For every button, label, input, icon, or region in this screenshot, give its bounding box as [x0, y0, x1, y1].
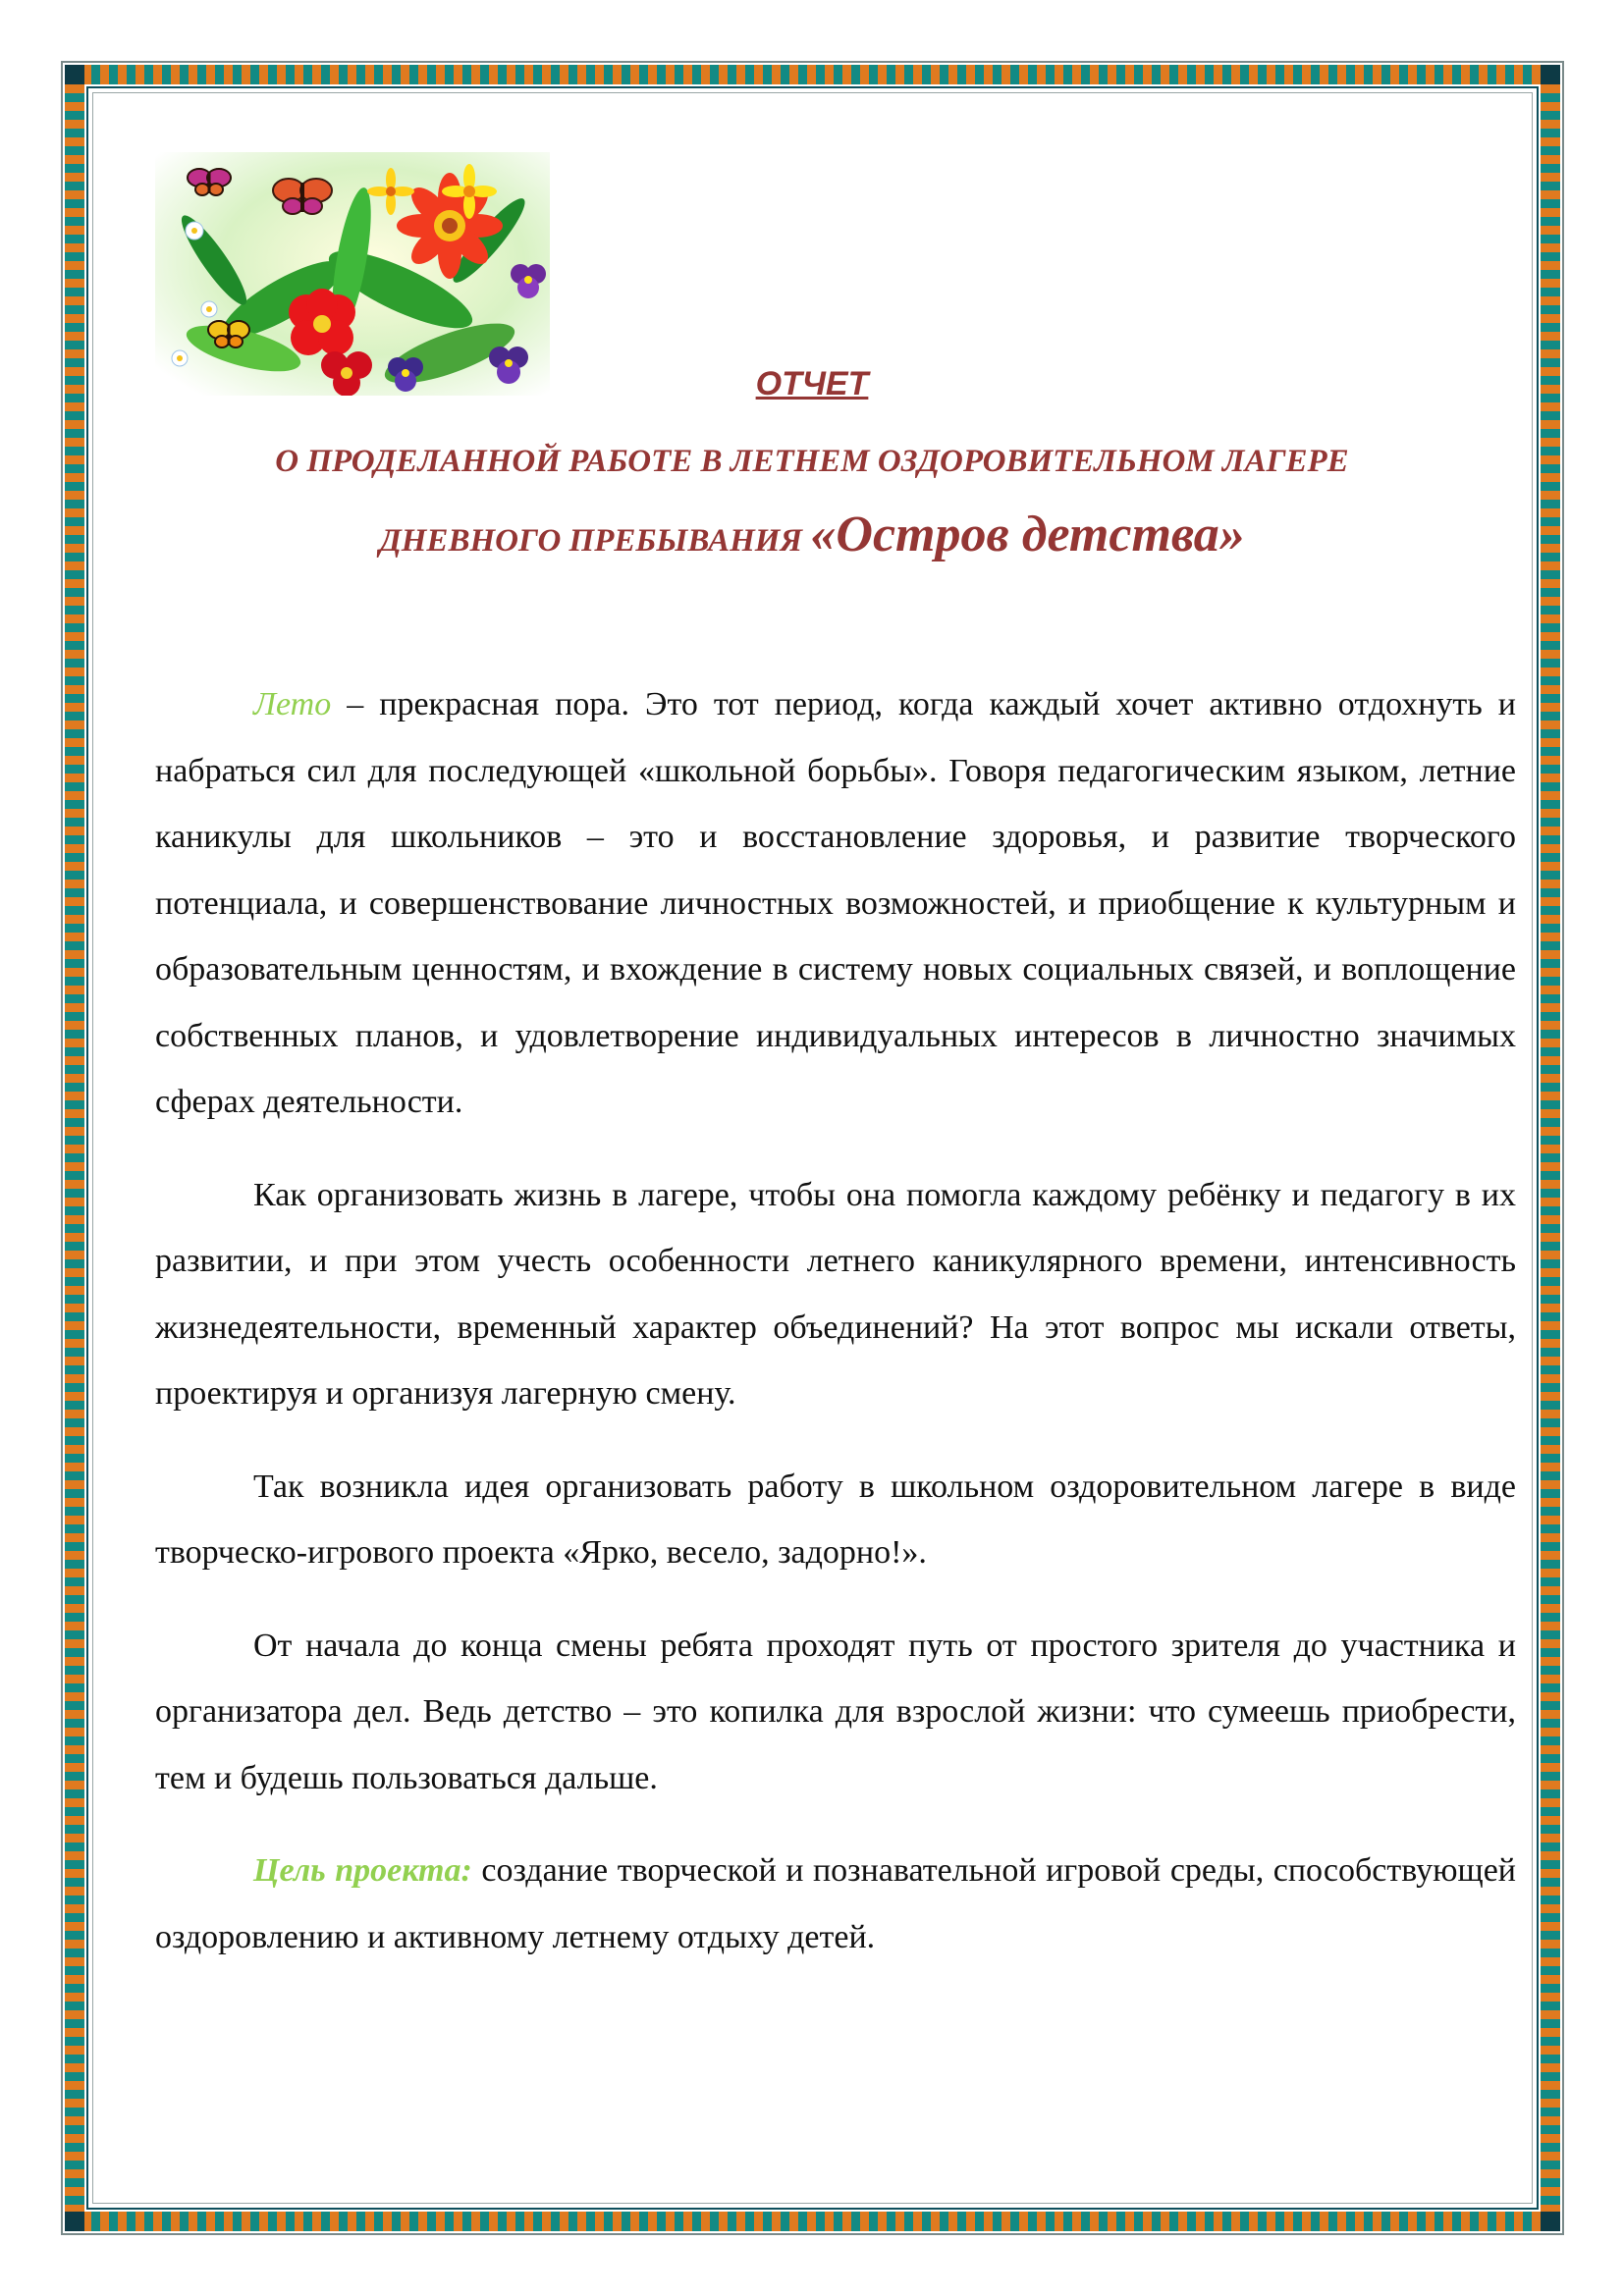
summer-lead-word: Лето [253, 686, 332, 722]
paragraph-path: От начала до конца смены ребята проходят путь от простого зрителя до участника и организатора дел. Ведь детство – это копилка для взрослой жизни: что сумеешь приобрести, тем и будешь пользоваться дальше. [155, 1627, 1516, 1796]
paragraph-summer [155, 671, 1516, 1136]
paragraph-goal [155, 1838, 1516, 1970]
report-subtitle-camp [137, 503, 1487, 573]
frame-corner-top-right [1541, 65, 1560, 84]
paragraph-summer-text: – прекрасная пора. Это тот период, когда каждый хочет активно отдохнуть и набраться сил для последующей «школьной борьбы». Говоря педагогическим языком, летние каникулы для школьников – это и восстановление здоровья, и развитие творческого потенциала, и совершенствование личностных возможностей, и приобщение к культурным и образовательным ценностям, и вхождение в систему новых социальных связей, и воплощение собственных планов, и удовлетворение индивидуальных интересов в личностно значимых сферах деятельности. [155, 686, 1516, 1120]
report-title: ОТЧЕТ [755, 365, 869, 402]
frame-corner-bottom-left [65, 2212, 84, 2231]
report-subtitle: О ПРОДЕЛАННОЙ РАБОТЕ В ЛЕТНЕМ ОЗДОРОВИТЕЛЬНОМ ЛАГЕРЕ [275, 444, 1349, 479]
paragraph-idea: Так возникла идея организовать работу в школьном оздоровительном лагере в виде творческо-игрового проекта «Ярко, весело, задорно!». [155, 1468, 1516, 1571]
goal-lead-label: Цель проекта: [253, 1852, 472, 1889]
camp-name: «Остров детства» [810, 507, 1245, 562]
frame-corner-bottom-right [1541, 2212, 1560, 2231]
camp-type-label: ДНЕВНОГО ПРЕБЫВАНИЯ [379, 523, 803, 559]
paragraph-goal-text: создание творческой и познавательной игровой среды, способствующей оздоровлению и активному летнему отдыху детей. [155, 1852, 1516, 1955]
report-body [155, 671, 1516, 1997]
paragraph-organization: Как организовать жизнь в лагере, чтобы она помогла каждому ребёнку и педагогу в их развитии, и при этом учесть особенности летнего каникулярного времени, интенсивность жизнедеятельности, временный характер объединений? На этот вопрос мы искали ответы, проектируя и организуя лагерную смену. [155, 1176, 1516, 1412]
frame-corner-top-left [65, 65, 84, 84]
flowers-butterflies-icon [155, 152, 550, 396]
